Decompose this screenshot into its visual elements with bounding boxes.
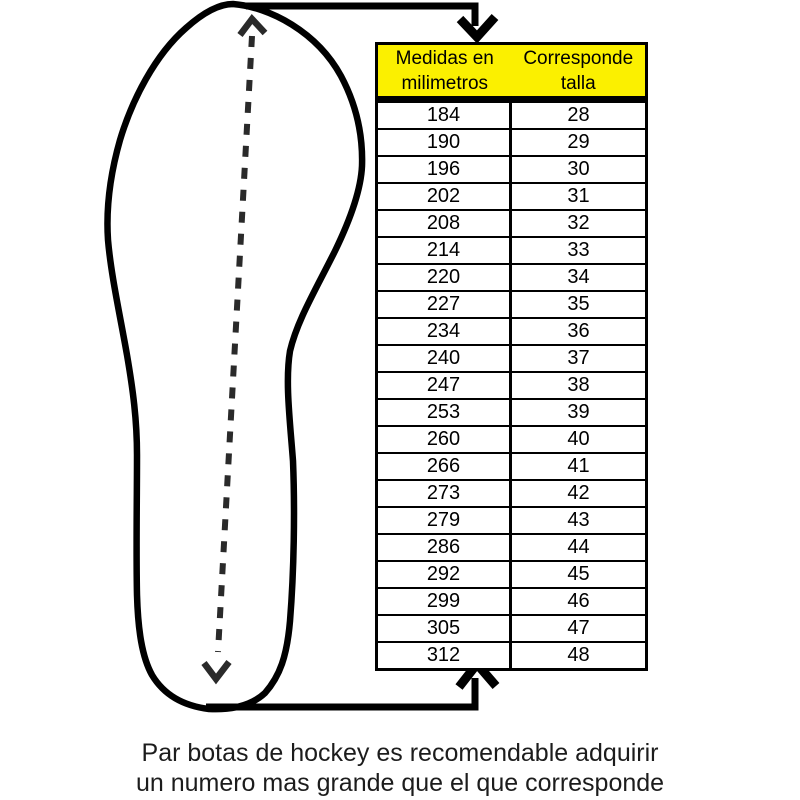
- arrowhead-down-icon: [204, 662, 229, 679]
- talla-cell: 43: [567, 509, 590, 531]
- caption: [0, 738, 800, 798]
- header-talla-line1: Corresponde: [523, 47, 634, 69]
- mm-cell: 292: [378, 562, 512, 587]
- talla-cell: 31: [567, 185, 590, 207]
- talla-cell: 32: [567, 212, 590, 234]
- table-row: [378, 560, 645, 587]
- table-row: [378, 425, 645, 452]
- talla-cell: 45: [567, 563, 590, 585]
- talla-cell: 48: [567, 644, 590, 666]
- mm-cell: 279: [378, 508, 512, 533]
- table-row: [378, 479, 645, 506]
- table-row: [378, 155, 645, 182]
- table-row: [378, 103, 645, 128]
- mm-cell: 227: [378, 292, 512, 317]
- mm-cell: 312: [378, 643, 512, 668]
- talla-cell: 41: [567, 455, 590, 477]
- table-body: [375, 99, 648, 671]
- table-row: [378, 614, 645, 641]
- mm-cell: 273: [378, 481, 512, 506]
- table-row: [378, 344, 645, 371]
- header-cell-mm: [378, 45, 512, 96]
- mm-cell: 190: [378, 130, 512, 155]
- table-row: [378, 587, 645, 614]
- talla-cell: 46: [567, 590, 590, 612]
- mm-cell: 240: [378, 346, 512, 371]
- arrowhead-up-icon: [240, 19, 265, 35]
- table-row: [378, 641, 645, 668]
- talla-cell: 40: [567, 428, 590, 450]
- talla-cell: 39: [567, 401, 590, 423]
- header-talla-line2: talla: [560, 72, 596, 94]
- table-row: [378, 317, 645, 344]
- talla-cell: 29: [567, 131, 590, 153]
- talla-cell: 30: [567, 158, 590, 180]
- talla-cell: 36: [567, 320, 590, 342]
- mm-cell: 202: [378, 184, 512, 209]
- mm-cell: 286: [378, 535, 512, 560]
- table-row: [378, 533, 645, 560]
- table-row: [378, 506, 645, 533]
- table-row: [378, 398, 645, 425]
- table-row: [378, 263, 645, 290]
- talla-cell: 34: [567, 266, 590, 288]
- mm-cell: 305: [378, 616, 512, 641]
- mm-cell: 253: [378, 400, 512, 425]
- talla-cell: 42: [567, 482, 590, 504]
- mm-cell: 184: [378, 103, 512, 128]
- mm-cell: 247: [378, 373, 512, 398]
- table-row: [378, 236, 645, 263]
- caption-line1: Par botas de hockey es recomendable adquirir: [141, 739, 659, 767]
- talla-cell: 35: [567, 293, 590, 315]
- mm-cell: 234: [378, 319, 512, 344]
- table-header-row: [375, 42, 648, 99]
- mm-cell: 196: [378, 157, 512, 182]
- mm-cell: 220: [378, 265, 512, 290]
- mm-cell: 260: [378, 427, 512, 452]
- talla-cell: 47: [567, 617, 590, 639]
- table-row: [378, 452, 645, 479]
- table-row: [378, 128, 645, 155]
- mm-cell: 208: [378, 211, 512, 236]
- talla-cell: 44: [567, 536, 590, 558]
- caption-line2: un numero mas grande que el que corresponde: [135, 769, 665, 797]
- insole-outline: [108, 4, 363, 709]
- table-row: [378, 182, 645, 209]
- header-cell-talla: [512, 45, 646, 96]
- mm-cell: 266: [378, 454, 512, 479]
- size-conversion-table: [375, 42, 648, 671]
- table-row: [378, 290, 645, 317]
- table-row: [378, 371, 645, 398]
- header-mm-line1: Medidas en: [395, 47, 494, 69]
- talla-cell: 28: [567, 104, 590, 126]
- length-measurement-arrow: [204, 19, 265, 679]
- talla-cell: 33: [567, 239, 590, 261]
- talla-cell: 37: [567, 347, 590, 369]
- table-row: [378, 209, 645, 236]
- header-mm-line2: milimetros: [401, 72, 489, 94]
- mm-cell: 299: [378, 589, 512, 614]
- mm-cell: 214: [378, 238, 512, 263]
- talla-cell: 38: [567, 374, 590, 396]
